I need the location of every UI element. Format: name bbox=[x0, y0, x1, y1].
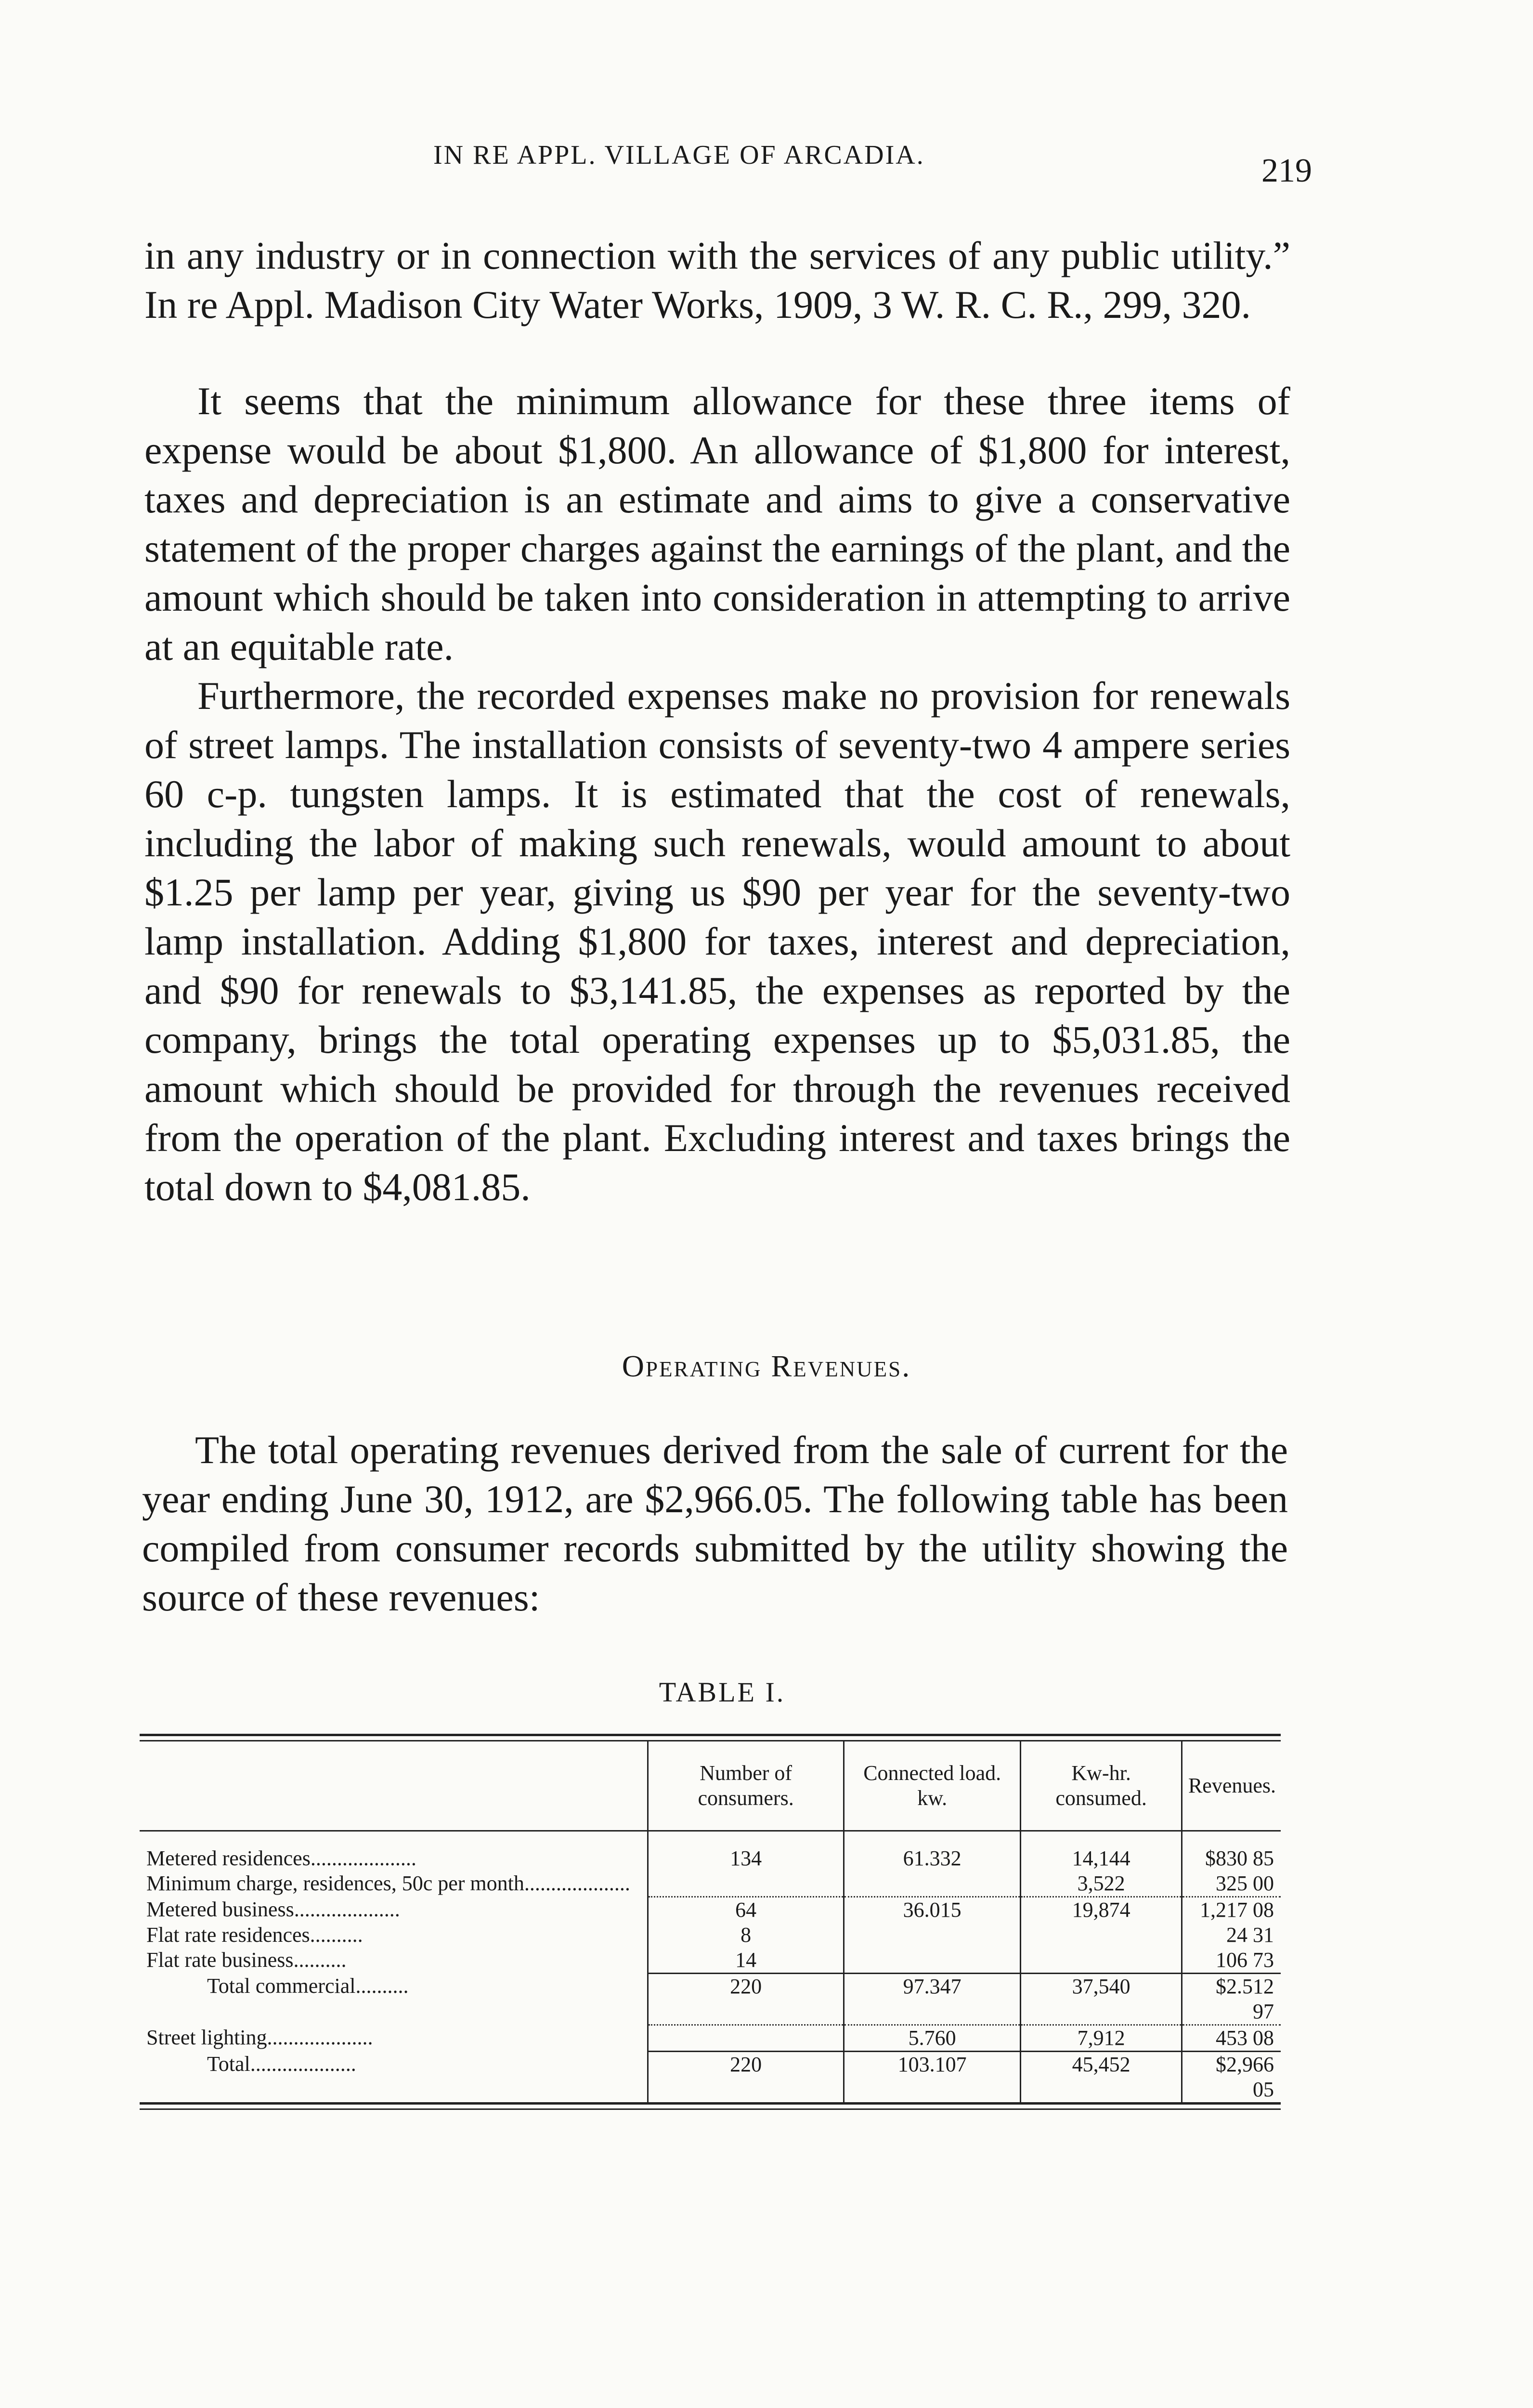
table-cell: $830 85 bbox=[1182, 1831, 1281, 1871]
table-cell: 64 bbox=[648, 1897, 844, 1923]
table-cell: 1,217 08 bbox=[1182, 1897, 1281, 1923]
revenue-table-wrapper bbox=[140, 1734, 1281, 2110]
table-cell: Flat rate residences.......... bbox=[146, 1923, 363, 1947]
table-cell: 106 73 bbox=[1182, 1948, 1281, 1974]
subtotal-row bbox=[140, 1974, 1281, 2025]
table-cell: 5.760 bbox=[844, 2025, 1021, 2052]
table-header-row bbox=[140, 1741, 1281, 1831]
table-cell: Total commercial.......... bbox=[207, 1974, 409, 1998]
table-cell: 97.347 bbox=[844, 1974, 1021, 2025]
table-cell: Metered business.................... bbox=[146, 1897, 400, 1921]
table-title: TABLE I. bbox=[659, 1676, 786, 1708]
table-cell: 45,452 bbox=[1021, 2052, 1182, 2103]
table-cell bbox=[648, 1871, 844, 1897]
table-cell: Metered residences.................... bbox=[146, 1846, 416, 1870]
page-number: 219 bbox=[1261, 152, 1312, 189]
page-header bbox=[0, 140, 1533, 188]
body-text bbox=[144, 231, 1290, 1212]
table-row bbox=[140, 1831, 1281, 1871]
table-cell: Street lighting.................... bbox=[146, 2025, 373, 2049]
table-body bbox=[140, 1831, 1281, 2103]
subtotal-row bbox=[140, 2025, 1281, 2052]
header-consumers: Number of consumers. bbox=[648, 1741, 844, 1831]
total-row bbox=[140, 2052, 1281, 2103]
table-cell: 37,540 bbox=[1021, 1974, 1182, 2025]
table-bottom-rule bbox=[140, 2102, 1281, 2110]
paragraph-citation: in any industry or in connection with the services of any public utility.” In re Appl. Madison City Water Works, 1909, 3 W. R. C. R., 299, 320. bbox=[144, 234, 1290, 327]
table-cell: 14,144 bbox=[1021, 1831, 1182, 1871]
table-row bbox=[140, 1923, 1281, 1948]
table-cell: Flat rate business.......... bbox=[146, 1948, 347, 1972]
revenue-table bbox=[140, 1741, 1281, 2102]
paragraph-allowance: It seems that the minimum allowance for these three items of expense would be about $1,800. An allowance of $1,800 for interest, taxes and depreciation is an estimate and aims to give a conservative statement of the proper charges against the earnings of the plant, and the amount which should be taken into consideration in attempting to arrive at an equitable rate. bbox=[144, 379, 1290, 668]
table-cell: 7,912 bbox=[1021, 2025, 1182, 2052]
table-row bbox=[140, 1897, 1281, 1923]
table-cell: 453 08 bbox=[1182, 2025, 1281, 2052]
table-cell bbox=[844, 1948, 1021, 1974]
table-cell bbox=[1021, 1948, 1182, 1974]
table-cell: 103.107 bbox=[844, 2052, 1021, 2103]
table-cell: 61.332 bbox=[844, 1831, 1021, 1871]
table-cell bbox=[648, 2025, 844, 2052]
header-label bbox=[140, 1741, 648, 1831]
table-row bbox=[140, 1948, 1281, 1974]
table-cell: 220 bbox=[648, 2052, 844, 2103]
table-cell: 134 bbox=[648, 1831, 844, 1871]
revenues-text bbox=[142, 1426, 1288, 1622]
table-cell: 325 00 bbox=[1182, 1871, 1281, 1897]
table-cell bbox=[1021, 1923, 1182, 1948]
table-cell: Minimum charge, residences, 50c per month.................... bbox=[146, 1871, 630, 1895]
header-revenues: Revenues. bbox=[1182, 1741, 1281, 1831]
header-load: Connected load. kw. bbox=[844, 1741, 1021, 1831]
header-kwhr: Kw-hr. consumed. bbox=[1021, 1741, 1182, 1831]
table-cell: 3,522 bbox=[1021, 1871, 1182, 1897]
table-cell bbox=[844, 1871, 1021, 1897]
table-top-rule bbox=[140, 1734, 1281, 1741]
table-cell: 19,874 bbox=[1021, 1897, 1182, 1923]
table-cell: Total.................... bbox=[207, 2052, 356, 2076]
table-cell: 24 31 bbox=[1182, 1923, 1281, 1948]
table-row bbox=[140, 1871, 1281, 1897]
table-cell: 14 bbox=[648, 1948, 844, 1974]
table-cell: 36.015 bbox=[844, 1897, 1021, 1923]
table-cell: 220 bbox=[648, 1974, 844, 2025]
table-cell: 8 bbox=[648, 1923, 844, 1948]
table-cell bbox=[844, 1923, 1021, 1948]
table-cell: $2.512 97 bbox=[1182, 1974, 1281, 2025]
section-heading: Operating Revenues. bbox=[622, 1349, 911, 1383]
paragraph-renewals: Furthermore, the recorded expenses make no provision for renewals of street lamps. The installation consists of seventy-two 4 ampere series 60 c-p. tungsten lamps. It is estimated that the cost of renewals, including the labor of making such renewals, would amount to about $1.25 per lamp per year, giving us $90 per year for the seventy-two lamp installation. Adding $1,800 for taxes, interest and depreciation, and $90 for renewals to $3,141.85, the expenses as reported by the company, brings the total operating expenses up to $5,031.85, the amount which should be provided for through the revenues received from the operation of the plant. Excluding interest and taxes brings the total down to $4,081.85. bbox=[144, 674, 1290, 1209]
paragraph-revenues: The total operating revenues derived from the sale of current for the year ending June 30, 1912, are $2,966.05. The following table has been compiled from consumer records submitted by the utility showing the source of these revenues: bbox=[142, 1428, 1288, 1619]
table-cell: $2,966 05 bbox=[1182, 2052, 1281, 2103]
running-head: IN RE APPL. VILLAGE OF ARCADIA. bbox=[433, 140, 925, 170]
